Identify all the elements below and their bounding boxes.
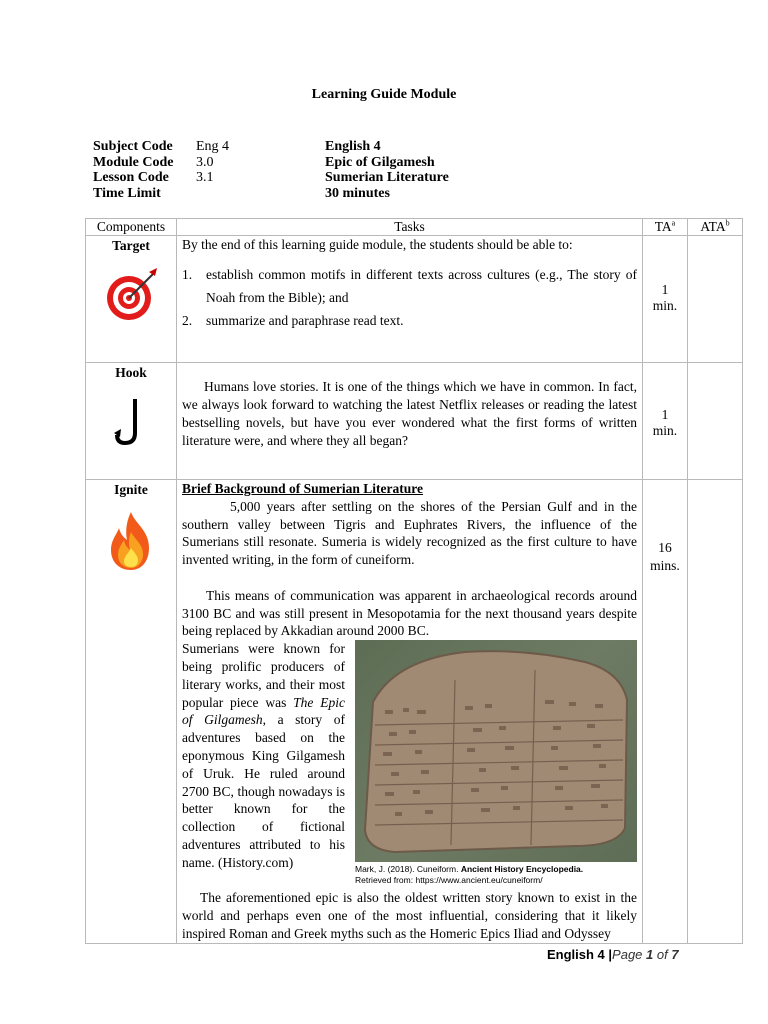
meta-value: English 4 bbox=[325, 139, 381, 154]
ta-label: TA bbox=[654, 219, 672, 234]
header-tasks: Tasks bbox=[177, 219, 643, 236]
target-tasks bbox=[177, 236, 643, 363]
meta-value: Sumerian Literature bbox=[325, 170, 449, 185]
paragraph: The aforementioned epic is also the oldest written story known to exist in the world and perhaps even one of the most influential, considering that it likely inspired Roman and Greek myths such as the Homeric Epics Iliad and Odyssey bbox=[182, 890, 637, 941]
epic-title: The Epic of Gilgamesh bbox=[182, 694, 345, 728]
paragraph: This means of communication was apparent in archaeological records around 3100 BC and was still present in Mesopotamia for the next thousand years despite being replaced by Akkadian around 2000 BC. bbox=[182, 587, 637, 639]
module-meta bbox=[93, 139, 449, 201]
ta-value: 1 min. bbox=[652, 282, 678, 313]
meta-value: Epic of Gilgamesh bbox=[325, 154, 435, 170]
caption-author: Mark, J. (2018). Cuneiform. bbox=[355, 864, 461, 875]
ta-sup: a bbox=[671, 218, 676, 228]
footer-page-word: Page bbox=[612, 947, 647, 962]
list-number: 2. bbox=[182, 313, 193, 328]
table-row bbox=[86, 363, 743, 480]
ignite-cell bbox=[86, 480, 177, 944]
fire-icon bbox=[105, 510, 157, 572]
ignite-ta bbox=[643, 480, 688, 944]
page-footer bbox=[547, 947, 679, 962]
hook-ata bbox=[688, 363, 743, 480]
list-text: summarize and paraphrase read text. bbox=[206, 313, 404, 328]
caption-url: Retrieved from: https://www.ancient.eu/cuneiform/ bbox=[355, 875, 543, 886]
meta-key: Time Limit bbox=[93, 185, 161, 201]
hook-cell bbox=[86, 363, 177, 480]
target-icon bbox=[103, 266, 159, 322]
footer-page-number: 1 bbox=[646, 947, 654, 962]
meta-code bbox=[196, 186, 325, 202]
hook-label: Hook bbox=[115, 365, 147, 380]
ignite-label: Ignite bbox=[114, 482, 148, 497]
header-ata bbox=[688, 219, 743, 236]
meta-value: 30 minutes bbox=[325, 185, 390, 201]
wrap-text-b: , a story of adventures based on the eponymous King Gilgamesh of Uruk. He ruled around 2700 BC, though nowadays is better known for the collection of fictional adventures attributed to his name. (History.com) bbox=[182, 712, 345, 870]
meta-code: Eng 4 bbox=[196, 139, 230, 154]
meta-row bbox=[93, 186, 449, 202]
image-caption bbox=[355, 864, 637, 886]
ta-value: 16 mins. bbox=[650, 540, 680, 573]
meta-key: Subject Code bbox=[93, 139, 173, 154]
ignite-ata bbox=[688, 480, 743, 944]
ignite-tasks bbox=[177, 480, 643, 944]
target-label: Target bbox=[112, 238, 150, 253]
footer-subject: English 4 | bbox=[547, 947, 613, 962]
meta-key: Module Code bbox=[93, 154, 174, 170]
table-header-row bbox=[86, 219, 743, 236]
footer-page-total: 7 bbox=[671, 947, 679, 962]
ata-label: ATA bbox=[700, 219, 726, 234]
module-table bbox=[85, 218, 743, 944]
footer-of: of bbox=[653, 947, 672, 962]
target-ta bbox=[643, 236, 688, 363]
table-row bbox=[86, 480, 743, 944]
target-ata bbox=[688, 236, 743, 363]
tablet-drawing bbox=[355, 640, 637, 862]
ata-sup: b bbox=[725, 218, 730, 228]
list-item bbox=[182, 309, 637, 332]
meta-row bbox=[93, 139, 449, 155]
header-ta bbox=[643, 219, 688, 236]
caption-source: Ancient History Encyclopedia. bbox=[460, 864, 584, 875]
meta-row bbox=[93, 170, 449, 186]
target-intro: By the end of this learning guide module, the students should be able to: bbox=[182, 237, 573, 252]
hook-tasks bbox=[177, 363, 643, 480]
ta-value: 1 min. bbox=[652, 407, 678, 438]
image-wrap bbox=[182, 640, 637, 886]
cuneiform-tablet-image bbox=[355, 640, 637, 862]
meta-code: 3.0 bbox=[196, 154, 214, 170]
list-number: 1. bbox=[182, 267, 193, 282]
header-components: Components bbox=[86, 219, 177, 236]
meta-key: Lesson Code bbox=[93, 170, 169, 185]
target-cell bbox=[86, 236, 177, 363]
page-title: Learning Guide Module bbox=[311, 87, 457, 102]
hook-icon bbox=[111, 393, 151, 449]
wrap-text-a: Sumerians were known for being prolific producers of literary works, and their most popular piece was bbox=[182, 641, 345, 710]
hook-ta bbox=[643, 363, 688, 480]
hook-text: Humans love stories. It is one of the things which we have in common. In fact, we always look forward to watching the latest Netflix releases or reading the latest bestselling novels, but have you ever wondered what the first forms of written literature were, and where they all began? bbox=[182, 379, 637, 448]
paragraph: 5,000 years after settling on the shores of the Persian Gulf and in the southern valley between Tigris and Euphrates Rivers, the influence of the Sumerians still resonate. Sumeria is widely recognized as the first culture to have invented writing, in the form of cuneiform. bbox=[182, 498, 637, 568]
section-heading: Brief Background of Sumerian Literature bbox=[182, 481, 423, 496]
meta-row bbox=[93, 155, 449, 171]
meta-code: 3.1 bbox=[196, 170, 214, 185]
table-row bbox=[86, 236, 743, 363]
list-item bbox=[182, 263, 637, 309]
wrap-text bbox=[182, 640, 355, 886]
list-text: establish common motifs in different texts across cultures (e.g., The story of Noah from the Bible); and bbox=[206, 267, 637, 305]
figure bbox=[355, 640, 637, 886]
